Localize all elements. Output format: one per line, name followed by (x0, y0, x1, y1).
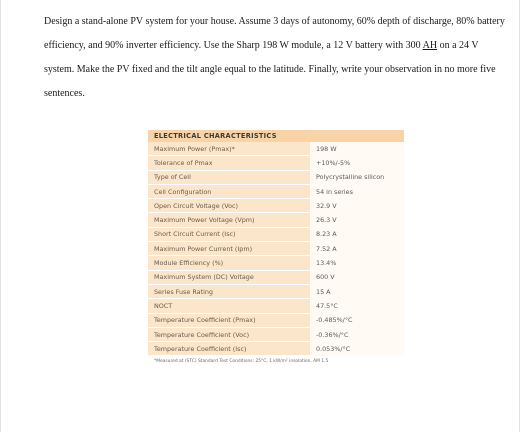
table-body (148, 142, 404, 356)
footnote: *Measured at (STC) Standard Test Conditions: 25°C, 1 kW/m² insolation, AM 1.5 (154, 359, 329, 365)
spec-label: Series Fuse Rating (148, 284, 310, 298)
spec-value: 0.053%/°C (310, 342, 404, 356)
spec-label: Maximum Power (Pmax)* (148, 142, 310, 156)
table-row (148, 142, 404, 156)
table-row (148, 227, 404, 241)
table-row (148, 184, 404, 198)
spec-value: Polycrystalline silicon (310, 170, 404, 184)
table-row (148, 170, 404, 184)
spec-label: Maximum Power Voltage (Vpm) (148, 213, 310, 227)
table-row (148, 327, 404, 341)
electrical-characteristics-table (148, 130, 404, 356)
spec-value: 8.23 A (310, 227, 404, 241)
table-title: ELECTRICAL CHARACTERISTICS (148, 130, 404, 142)
table-row (148, 270, 404, 284)
spec-label: Temperature Coefficient (Isc) (148, 342, 310, 356)
table-row (148, 156, 404, 170)
spec-value: 15 A (310, 284, 404, 298)
spec-sheet-image (148, 130, 404, 364)
spec-value: -0.485%/°C (310, 313, 404, 327)
table-row (148, 313, 404, 327)
spec-label: Temperature Coefficient (Pmax) (148, 313, 310, 327)
table-row (148, 256, 404, 270)
table-row (148, 299, 404, 313)
question-text-before: Design a stand-alone PV system for your house. Assume 3 days of autonomy, 60% depth of discharge, 80% battery efficiency, and 90% inverter efficiency. Use the Sharp 198 W module, a 12 V battery with 300 (44, 16, 505, 51)
spec-value: 32.9 V (310, 199, 404, 213)
question-underlined-unit: AH (422, 40, 438, 51)
spec-label: Module Efficiency (%) (148, 256, 310, 270)
spec-label: Maximum System (DC) Voltage (148, 270, 310, 284)
table-header-row (148, 130, 404, 142)
table-row (148, 213, 404, 227)
question-paragraph (44, 10, 509, 106)
spec-value: 13.4% (310, 256, 404, 270)
spec-label: Cell Configuration (148, 184, 310, 198)
spec-value: 600 V (310, 270, 404, 284)
spec-value: 7.52 A (310, 242, 404, 256)
spec-label: Maximum Power Current (Ipm) (148, 242, 310, 256)
spec-label: Tolerance of Pmax (148, 156, 310, 170)
spec-value: 47.5°C (310, 299, 404, 313)
spec-label: Short Circuit Current (Isc) (148, 227, 310, 241)
spec-label: NOCT (148, 299, 310, 313)
table-row (148, 284, 404, 298)
question-text-after: on a 24 V system. Make the PV fixed and the tilt angle equal to the latitude. Finally, write your observation in no more five sentences. (44, 40, 496, 99)
spec-label: Type of Cell (148, 170, 310, 184)
spec-value: 26.3 V (310, 213, 404, 227)
table-row (148, 199, 404, 213)
spec-value: 198 W (310, 142, 404, 156)
table-row (148, 242, 404, 256)
spec-value: +10%/-5% (310, 156, 404, 170)
table-row (148, 342, 404, 356)
spec-label: Open Circuit Voltage (Voc) (148, 199, 310, 213)
spec-label: Temperature Coefficient (Voc) (148, 327, 310, 341)
spec-value: 54 in series (310, 184, 404, 198)
spec-value: -0.36%/°C (310, 327, 404, 341)
